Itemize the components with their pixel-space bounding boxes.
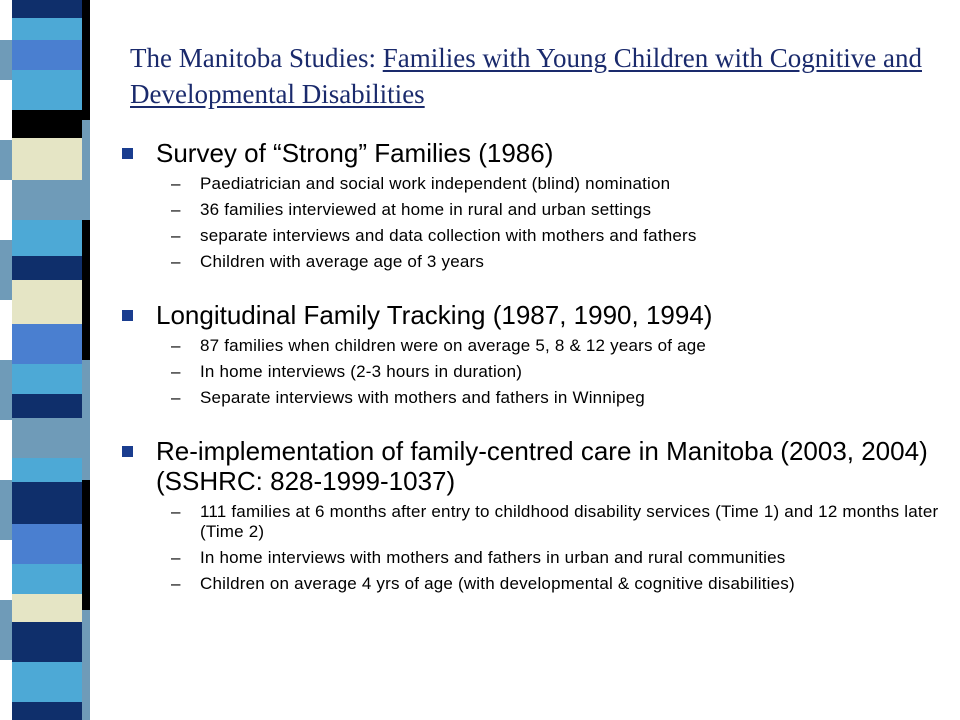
strip-block	[12, 280, 82, 324]
strip-block	[12, 324, 82, 364]
strip-block	[12, 40, 82, 70]
section-heading-survey: Survey of “Strong” Families (1986)	[118, 138, 948, 168]
list-item: – 87 families when children were on average 5, 8 & 12 years of age	[171, 336, 707, 355]
strip-block	[12, 220, 82, 256]
list-item: – Children on average 4 yrs of age (with developmental & cognitive disabilities)	[171, 574, 795, 593]
strip-block	[0, 540, 12, 600]
strip-block	[0, 300, 12, 360]
strip-block	[12, 18, 82, 40]
strip-block	[12, 138, 82, 180]
strip-block	[0, 600, 12, 660]
strip-block	[12, 70, 82, 110]
strip-block	[0, 140, 12, 180]
list-item: – 111 families at 6 months after entry to childhood disability services (Time 1) and 12 months later (Time 2)	[171, 502, 939, 541]
list-item: – In home interviews with mothers and fathers in urban and rural communities	[171, 548, 786, 567]
strip-block	[12, 110, 82, 138]
list-item: – Separate interviews with mothers and fathers in Winnipeg	[171, 388, 645, 407]
strip-block	[12, 524, 82, 564]
strip-block	[82, 120, 90, 220]
strip-block	[12, 458, 82, 482]
square-bullet-icon	[122, 310, 133, 321]
strip-block	[0, 0, 12, 40]
strip-block	[12, 364, 82, 394]
strip-block	[0, 660, 12, 720]
strip-block	[12, 594, 82, 622]
section-heading-longitudinal: Longitudinal Family Tracking (1987, 1990, 1994)	[118, 300, 948, 330]
section-heading-reimplementation: Re-implementation of family-centred care in Manitoba (2003, 2004) (SSHRC: 828-1999-1037)	[118, 436, 948, 496]
strip-block	[12, 622, 82, 662]
strip-block	[12, 256, 82, 280]
list-item: – In home interviews (2-3 hours in duration)	[171, 362, 523, 381]
strip-block	[82, 360, 90, 480]
square-bullet-icon	[122, 148, 133, 159]
strip-block	[12, 564, 82, 594]
title-underlined: Families with Young Children with Cognitive and Developmental Disabilities	[130, 43, 922, 109]
strip-block	[0, 360, 12, 420]
strip-block	[82, 220, 90, 360]
strip-block	[12, 482, 82, 524]
strip-block	[0, 420, 12, 480]
slide-content	[118, 138, 948, 594]
slide-title	[130, 40, 930, 112]
square-bullet-icon	[122, 446, 133, 457]
strip-block	[12, 418, 82, 458]
strip-block	[0, 240, 12, 300]
strip-block	[12, 0, 82, 18]
strip-block	[82, 610, 90, 720]
title-prefix: The Manitoba Studies:	[130, 43, 383, 73]
strip-block	[82, 480, 90, 610]
strip-block	[0, 480, 12, 540]
strip-block	[12, 702, 82, 720]
decorative-color-strip	[0, 0, 90, 720]
strip-block	[12, 180, 82, 220]
strip-block	[0, 80, 12, 140]
list-item: – Paediatrician and social work independent (blind) nomination	[171, 174, 671, 193]
list-item: – 36 families interviewed at home in rural and urban settings	[171, 200, 652, 219]
list-item: – Children with average age of 3 years	[171, 252, 485, 271]
strip-block	[0, 180, 12, 240]
strip-block	[82, 0, 90, 120]
strip-block	[12, 662, 82, 702]
strip-block	[12, 394, 82, 418]
list-item: – separate interviews and data collection with mothers and fathers	[171, 226, 697, 245]
strip-block	[0, 40, 12, 80]
